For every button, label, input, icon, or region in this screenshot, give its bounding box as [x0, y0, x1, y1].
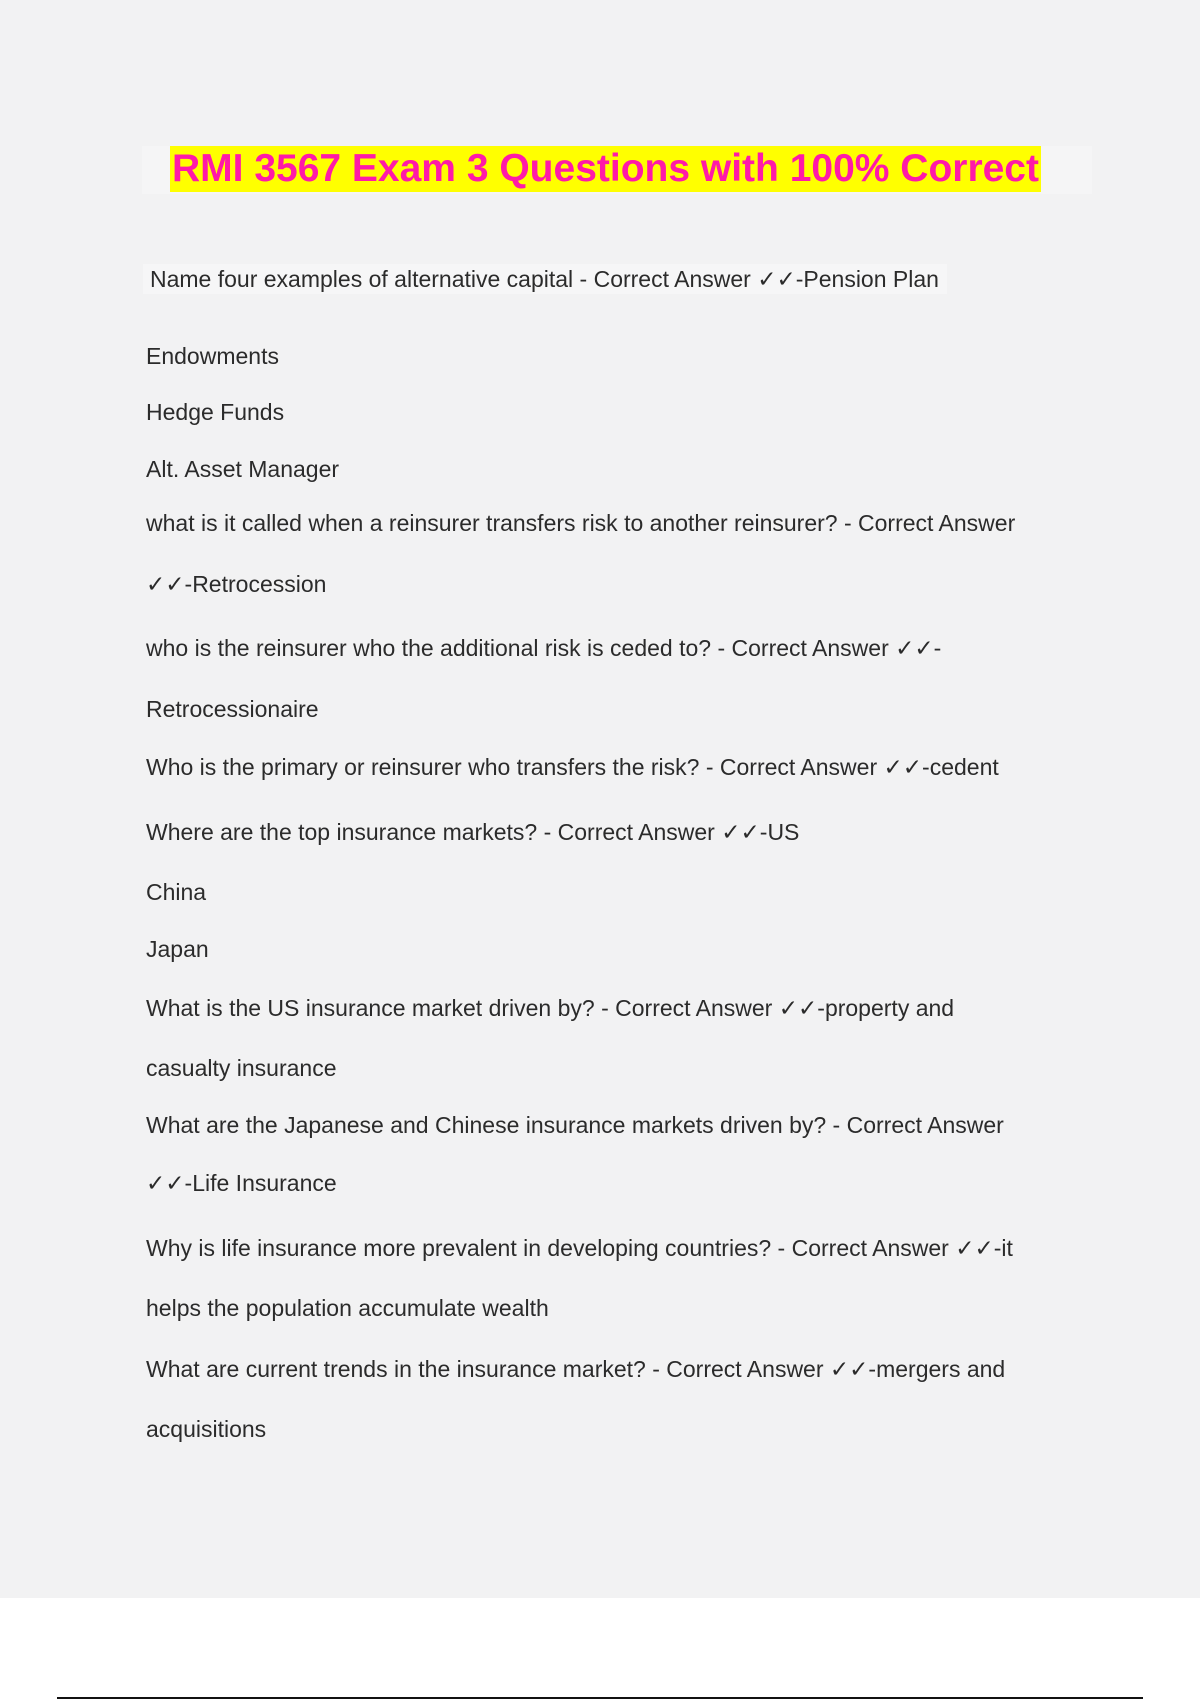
text-line: What is the US insurance market driven by? - Correct Answer ✓✓-property and: [146, 995, 955, 1021]
text-line: What are current trends in the insurance market? - Correct Answer ✓✓-mergers and: [146, 1356, 1006, 1382]
footer-rule: [57, 1697, 1143, 1699]
text-line: Name four examples of alternative capital - Correct Answer ✓✓-Pension Plan: [143, 264, 947, 294]
text-line: Endowments: [146, 343, 279, 369]
text-line: Japan: [146, 936, 209, 962]
document-title: RMI 3567 Exam 3 Questions with 100% Correct: [172, 147, 1039, 190]
text-line: helps the population accumulate wealth: [146, 1295, 549, 1321]
text-line: What are the Japanese and Chinese insurance markets driven by? - Correct Answer: [146, 1112, 1004, 1138]
text-line: Hedge Funds: [146, 399, 285, 425]
text-line: China: [146, 879, 207, 905]
text-line: what is it called when a reinsurer transfers risk to another reinsurer? - Correct Answer: [146, 510, 1016, 536]
text-line: Why is life insurance more prevalent in developing countries? - Correct Answer ✓✓-it: [146, 1235, 1013, 1261]
text-line: acquisitions: [146, 1416, 267, 1442]
text-line: Who is the primary or reinsurer who transfers the risk? - Correct Answer ✓✓-cedent: [146, 754, 999, 780]
text-line: casualty insurance: [146, 1055, 337, 1081]
text-line: Where are the top insurance markets? - Correct Answer ✓✓-US: [146, 819, 800, 845]
text-line: Retrocessionaire: [146, 696, 319, 722]
text-line: who is the reinsurer who the additional risk is ceded to? - Correct Answer ✓✓-: [146, 635, 942, 661]
text-line: ✓✓-Retrocession: [146, 571, 327, 597]
text-line: Alt. Asset Manager: [146, 456, 340, 482]
title-band: [142, 146, 1092, 194]
text-line: ✓✓-Life Insurance: [146, 1170, 337, 1196]
